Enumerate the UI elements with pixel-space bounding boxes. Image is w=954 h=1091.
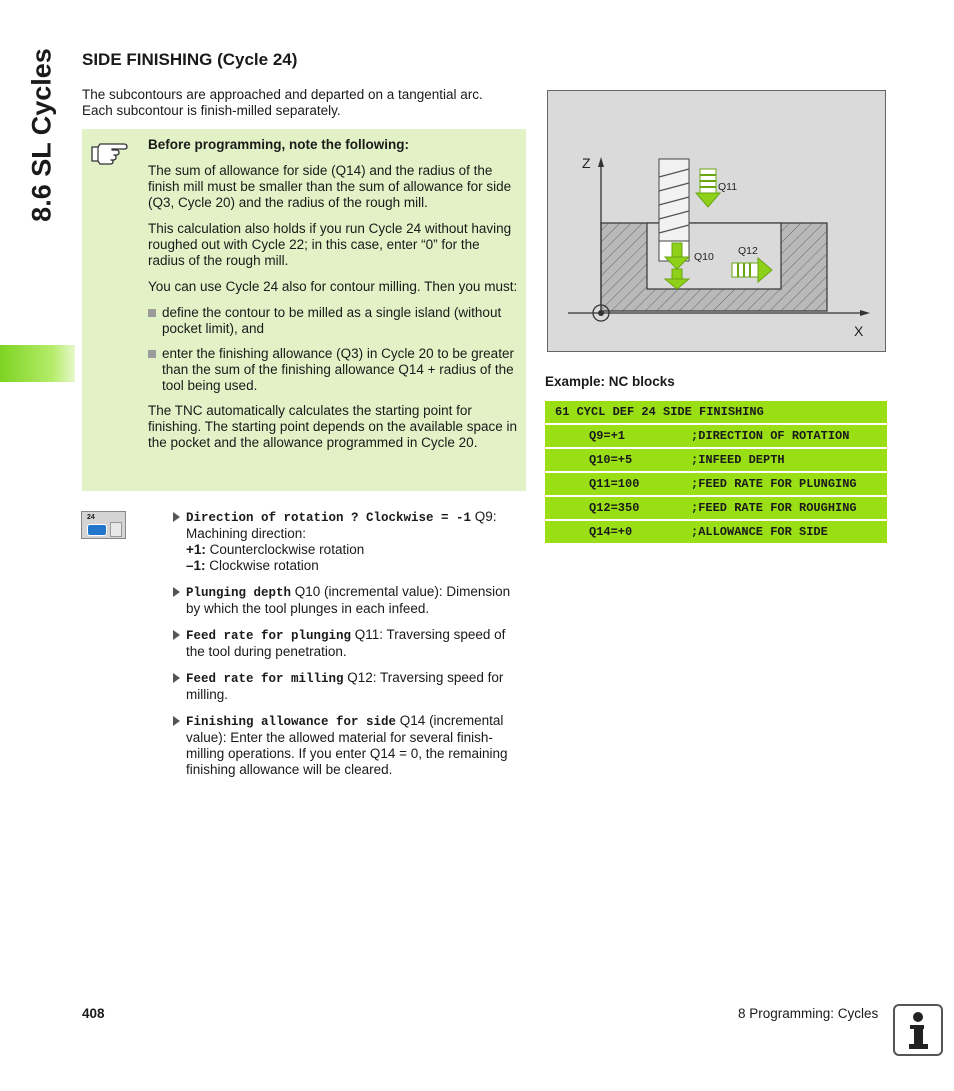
triangle-bullet-icon	[173, 716, 180, 726]
note-paragraph: The sum of allowance for side (Q14) and the radius of the finish mill must be smaller than the sum of allowance for side (Q3, Cycle 20) and the radius of the rough mill.	[148, 163, 512, 210]
q11-label: Q11	[718, 181, 738, 193]
param-direction: Direction of rotation ? Clockwise = -1 Q9: Machining direction: +1: Counterclockwise rotation –1: Clockwise rotation	[172, 509, 527, 574]
bullet-square-icon	[148, 309, 156, 317]
bullet-square-icon	[148, 350, 156, 358]
cycle-24-softkey-icon[interactable]	[81, 511, 126, 539]
chapter-side-title: 8.6 SL Cycles	[26, 48, 57, 222]
chapter-tab-marker	[0, 345, 75, 382]
q10-label: Q10	[694, 251, 714, 263]
side-finishing-diagram	[547, 90, 886, 352]
triangle-bullet-icon	[173, 587, 180, 597]
triangle-bullet-icon	[173, 630, 180, 640]
note-paragraph: You can use Cycle 24 also for contour milling. Then you must:	[148, 279, 518, 294]
note-heading: Before programming, note the following:	[148, 137, 409, 152]
nc-row: Q12=350 ;FEED RATE FOR ROUGHING	[545, 497, 887, 519]
info-icon	[893, 1004, 943, 1056]
param-finishing-allowance: Finishing allowance for side Q14 (incremental value): Enter the allowed material for several finish-milling operations. If you enter Q14 = 0, the remaining finishing allowance will be cleared.	[172, 713, 527, 778]
x-axis-label: X	[854, 323, 864, 339]
triangle-bullet-icon	[173, 512, 180, 522]
z-axis-label: Z	[582, 155, 591, 171]
note-bullet: define the contour to be milled as a single island (without pocket limit), and	[148, 305, 518, 337]
note-paragraph: This calculation also holds if you run Cycle 24 without having roughed out with Cycle 22; in this case, enter “0” for the radius of the rough mill.	[148, 221, 512, 268]
param-plunging-depth: Plunging depth Q10 (incremental value): Dimension by which the tool plunges in each infeed.	[172, 584, 527, 617]
note-bullet: enter the finishing allowance (Q3) in Cycle 20 to be greater than the sum of the finishing allowance Q14 + radius of the tool being used.	[148, 346, 518, 394]
intro-line-2: Each subcontour is finish-milled separately.	[82, 103, 341, 118]
q12-label: Q12	[738, 245, 758, 257]
section-title: SIDE FINISHING (Cycle 24)	[82, 50, 298, 69]
diagram-svg	[548, 91, 885, 351]
page-number: 408	[82, 1006, 105, 1021]
triangle-bullet-icon	[173, 673, 180, 683]
nc-block-list	[545, 401, 887, 545]
intro-text	[82, 87, 522, 119]
param-feed-plunging: Feed rate for plunging Q11: Traversing speed of the tool during penetration.	[172, 627, 527, 660]
example-label: Example: NC blocks	[545, 374, 675, 389]
footer-chapter-title: 8 Programming: Cycles	[738, 1006, 879, 1021]
nc-row: Q10=+5 ;INFEED DEPTH	[545, 449, 887, 471]
nc-row: Q14=+0 ;ALLOWANCE FOR SIDE	[545, 521, 887, 543]
pointing-hand-icon	[90, 137, 130, 167]
softkey-label: 24	[87, 514, 95, 521]
note-paragraph: The TNC automatically calculates the starting point for finishing. The starting point depends on the available space in the pocket and the allowance programmed in Cycle 20.	[148, 403, 518, 450]
nc-header-row: 61 CYCL DEF 24 SIDE FINISHING	[545, 401, 887, 423]
q11-arrow-icon	[696, 169, 720, 207]
nc-row: Q9=+1 ;DIRECTION OF ROTATION	[545, 425, 887, 447]
parameter-list	[172, 509, 527, 788]
intro-line-1: The subcontours are approached and departed on a tangential arc.	[82, 87, 483, 102]
note-box	[82, 129, 526, 491]
param-feed-milling: Feed rate for milling Q12: Traversing speed for milling.	[172, 670, 527, 703]
nc-row: Q11=100 ;FEED RATE FOR PLUNGING	[545, 473, 887, 495]
